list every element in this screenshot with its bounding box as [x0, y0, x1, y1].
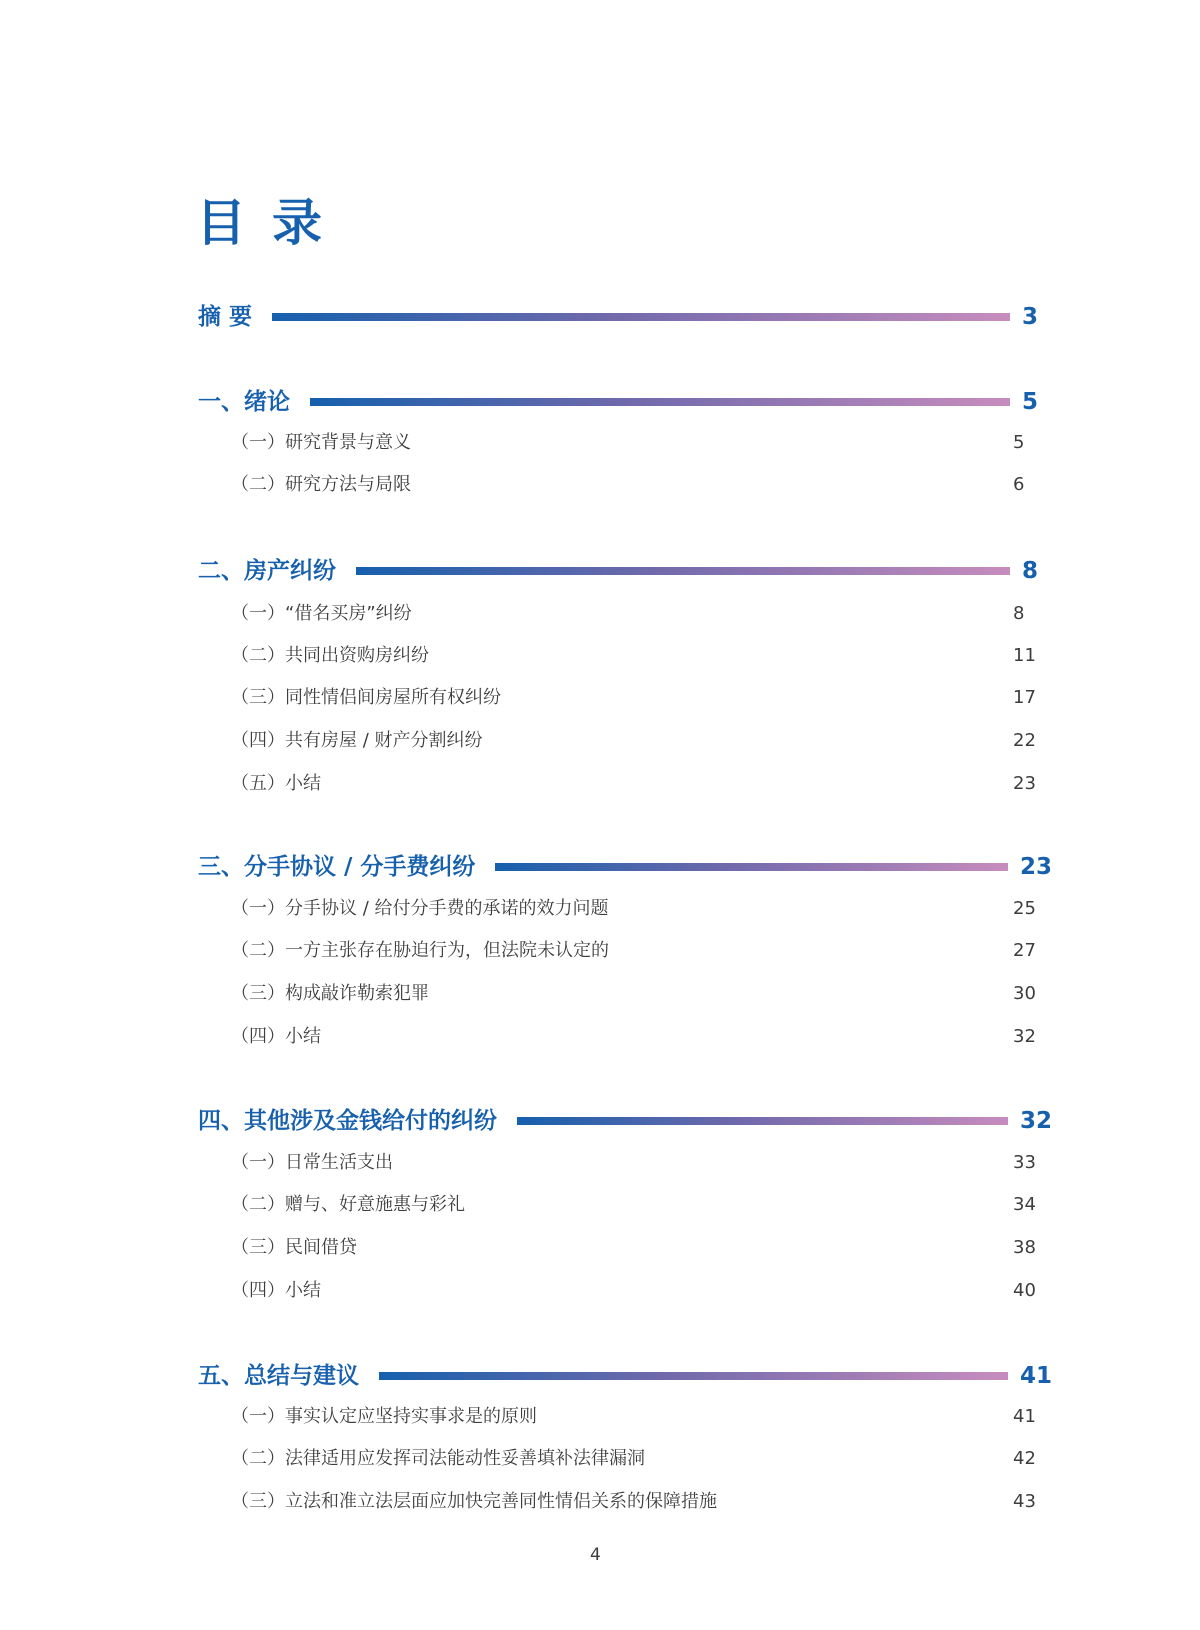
section-page-number: 32 — [1019, 1108, 1052, 1134]
item-label: （二）法律适用应发挥司法能动性妥善填补法律漏洞 — [231, 1448, 645, 1469]
toc-item[interactable] — [231, 727, 1043, 755]
item-page-number: 40 — [1013, 1280, 1036, 1301]
item-label: （一）“借名买房”纠纷 — [231, 603, 412, 624]
section-gradient-bar — [272, 313, 1010, 321]
toc-item[interactable] — [231, 642, 1043, 670]
item-page-number: 34 — [1013, 1194, 1036, 1215]
toc-item[interactable] — [231, 1488, 1043, 1516]
section-title: 一、绪论 — [198, 389, 290, 415]
item-label: （三）民间借贷 — [231, 1237, 357, 1258]
section-page-number: 5 — [1022, 389, 1039, 415]
section-title: 四、其他涉及金钱给付的纠纷 — [198, 1108, 497, 1134]
toc-item[interactable] — [231, 1149, 1043, 1177]
toc-item[interactable] — [231, 684, 1043, 712]
item-label: （四）共有房屋 / 财产分割纠纷 — [231, 730, 483, 751]
item-page-number: 32 — [1013, 1026, 1036, 1047]
toc-title: 目录 — [196, 194, 348, 252]
toc-item[interactable] — [231, 1191, 1043, 1219]
item-label: （一）研究背景与意义 — [231, 432, 411, 453]
toc-item[interactable] — [231, 600, 1043, 628]
item-page-number: 11 — [1013, 645, 1036, 666]
section-gradient-bar — [310, 398, 1010, 406]
item-label: （三）同性情侣间房屋所有权纠纷 — [231, 687, 501, 708]
item-page-number: 27 — [1013, 940, 1036, 961]
item-label: （四）小结 — [231, 1280, 321, 1301]
section-gradient-bar — [379, 1372, 1008, 1380]
item-label: （二）赠与、好意施惠与彩礼 — [231, 1194, 465, 1215]
toc-item[interactable] — [231, 429, 1043, 457]
toc-item[interactable] — [231, 770, 1043, 798]
item-page-number: 23 — [1013, 773, 1036, 794]
section-gradient-bar — [356, 567, 1010, 575]
item-label: （一）分手协议 / 给付分手费的承诺的效力问题 — [231, 898, 609, 919]
item-page-number: 25 — [1013, 898, 1036, 919]
toc-section-5[interactable] — [198, 1361, 1052, 1391]
section-page-number: 41 — [1019, 1363, 1052, 1389]
item-page-number: 8 — [1013, 603, 1025, 624]
toc-item[interactable] — [231, 937, 1043, 965]
toc-item[interactable] — [231, 1023, 1043, 1051]
item-label: （一）日常生活支出 — [231, 1152, 393, 1173]
item-page-number: 42 — [1013, 1448, 1036, 1469]
item-label: （二）研究方法与局限 — [231, 474, 411, 495]
toc-item[interactable] — [231, 1445, 1043, 1473]
toc-item[interactable] — [231, 1277, 1043, 1305]
section-page-number: 8 — [1022, 558, 1039, 584]
item-label: （二）一方主张存在胁迫行为，但法院未认定的 — [231, 940, 609, 961]
item-label: （三）构成敲诈勒索犯罪 — [231, 983, 429, 1004]
toc-section-4[interactable] — [198, 1106, 1052, 1136]
item-page-number: 6 — [1013, 474, 1025, 495]
toc-section-1[interactable] — [198, 387, 1052, 417]
toc-section-3[interactable] — [198, 852, 1052, 882]
item-page-number: 17 — [1013, 687, 1036, 708]
toc-item[interactable] — [231, 980, 1043, 1008]
section-gradient-bar — [517, 1117, 1008, 1125]
item-page-number: 43 — [1013, 1491, 1036, 1512]
section-page-number: 3 — [1022, 304, 1039, 330]
item-label: （一）事实认定应坚持实事求是的原则 — [231, 1406, 537, 1427]
item-label: （三）立法和准立法层面应加快完善同性情侣关系的保障措施 — [231, 1491, 717, 1512]
toc-section-summary[interactable] — [198, 302, 1052, 332]
toc-item[interactable] — [231, 471, 1043, 499]
section-title: 二、房产纠纷 — [198, 558, 336, 584]
item-page-number: 33 — [1013, 1152, 1036, 1173]
section-page-number: 23 — [1019, 854, 1052, 880]
section-title: 五、总结与建议 — [198, 1363, 359, 1389]
page-number: 4 — [590, 1545, 601, 1565]
item-page-number: 5 — [1013, 432, 1025, 453]
section-gradient-bar — [495, 863, 1008, 871]
item-page-number: 41 — [1013, 1406, 1036, 1427]
item-page-number: 30 — [1013, 983, 1036, 1004]
toc-item[interactable] — [231, 895, 1043, 923]
toc-section-2[interactable] — [198, 556, 1052, 586]
item-label: （二）共同出资购房纠纷 — [231, 645, 429, 666]
toc-item[interactable] — [231, 1234, 1043, 1262]
toc-item[interactable] — [231, 1403, 1043, 1431]
item-label: （五）小结 — [231, 773, 321, 794]
item-page-number: 38 — [1013, 1237, 1036, 1258]
section-title: 三、分手协议 / 分手费纠纷 — [198, 854, 476, 880]
item-page-number: 22 — [1013, 730, 1036, 751]
item-label: （四）小结 — [231, 1026, 321, 1047]
section-title: 摘 要 — [198, 304, 253, 330]
